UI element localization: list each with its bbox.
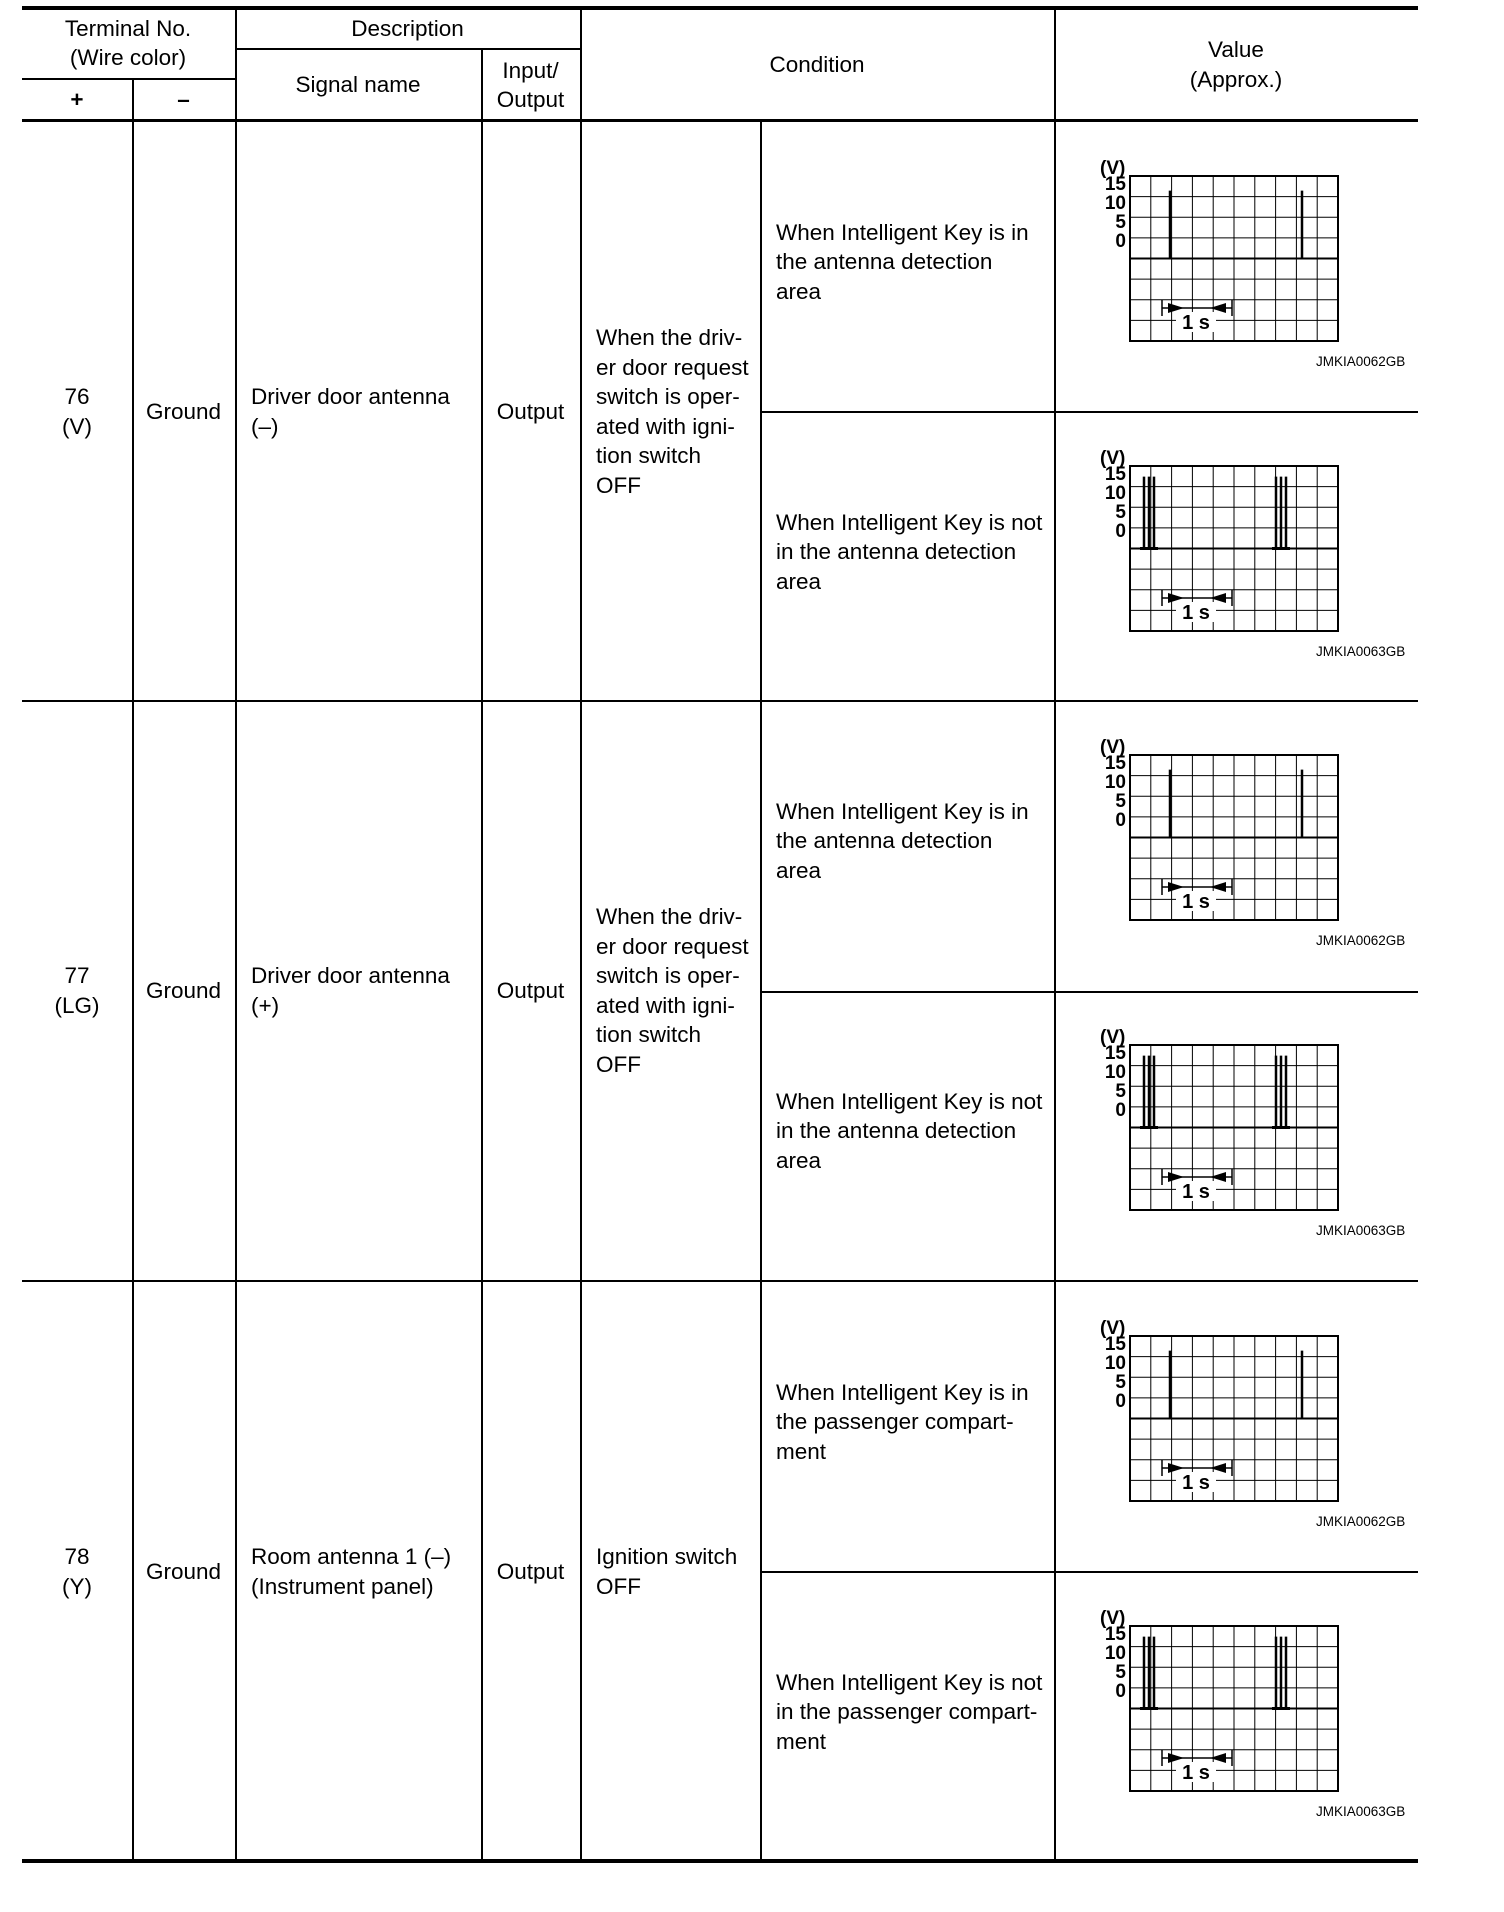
time-arrow-left <box>1210 1753 1226 1763</box>
time-arrow-left <box>1210 593 1226 603</box>
io-cell <box>481 701 580 1280</box>
io-cell <box>481 122 580 701</box>
terminal-no-label: Terminal No. <box>64 15 192 41</box>
condition-line: OFF <box>596 472 641 498</box>
time-scale-label: 1 s <box>1182 602 1210 624</box>
voltage-tick-label: 10 <box>1104 1353 1126 1374</box>
subcondition-cell <box>760 701 1054 991</box>
ground-label: Ground <box>145 1558 222 1584</box>
figure-code: JMKIA0063GB <box>1316 1223 1406 1238</box>
voltage-tick-label: 5 <box>1115 791 1126 812</box>
header-minus <box>132 80 235 120</box>
terminal-number: 76 <box>64 384 90 409</box>
voltage-tick-label: 15 <box>1104 1334 1126 1355</box>
time-scale-label: 1 s <box>1182 1181 1210 1203</box>
col-rule <box>235 6 237 1861</box>
wire-color: (Y) <box>62 1573 92 1599</box>
col-rule <box>760 121 762 1861</box>
time-arrow-left <box>1210 1172 1226 1182</box>
signal-name-line: (+) <box>251 992 280 1018</box>
subcondition-line: When Intelligent Key is not <box>776 509 1043 535</box>
description-label: Description <box>351 16 464 42</box>
figure-code: JMKIA0062GB <box>1316 933 1406 948</box>
voltage-tick-label: 15 <box>1104 1043 1126 1064</box>
subrow-rule <box>760 411 1418 413</box>
waveform-scope <box>1100 1608 1340 1792</box>
value-label-line2: (Approx.) <box>1189 66 1283 92</box>
condition-cell <box>580 1282 760 1861</box>
subcondition-line: ment <box>776 1728 827 1754</box>
condition-line: ated with igni- <box>596 992 735 1018</box>
waveform-svg <box>1100 737 1340 921</box>
ground-label: Ground <box>145 398 222 424</box>
signal-name-line: Driver door antenna <box>251 384 450 409</box>
io-label: Output <box>496 977 565 1003</box>
col-rule <box>481 48 483 1861</box>
terminal-number: 78 <box>64 1544 90 1569</box>
minus-label: – <box>177 87 190 113</box>
header-terminal-no <box>22 9 234 77</box>
signal-name-cell <box>235 1282 481 1861</box>
voltage-tick-label: 15 <box>1104 464 1126 485</box>
terminal-rule <box>22 78 235 80</box>
condition-label: Condition <box>769 51 865 77</box>
signal-name-label: Signal name <box>295 72 421 98</box>
condition-line: tion switch <box>596 1022 702 1047</box>
subcondition-line: in the antenna detection <box>776 539 1017 565</box>
voltage-tick-label: 0 <box>1115 1681 1126 1702</box>
time-arrow-left <box>1210 1463 1226 1473</box>
io-label: Output <box>496 1558 565 1584</box>
waveform-svg <box>1100 448 1340 632</box>
ground-cell <box>132 122 235 701</box>
waveform-scope <box>1100 1027 1340 1211</box>
ground-cell <box>132 701 235 1280</box>
subcondition-line: area <box>776 568 822 594</box>
voltage-tick-label: 10 <box>1104 483 1126 504</box>
subcondition-line: When Intelligent Key is in <box>776 798 1029 824</box>
subcondition-cell <box>760 1572 1054 1862</box>
voltage-tick-label: 10 <box>1104 1062 1126 1083</box>
signal-name-cell <box>235 122 481 701</box>
voltage-unit-label: (V) <box>1100 1318 1126 1339</box>
ground-cell <box>132 1282 235 1861</box>
col-rule <box>1054 6 1056 1861</box>
voltage-tick-label: 10 <box>1104 193 1126 214</box>
plus-label: + <box>70 87 84 113</box>
condition-line: When the driv- <box>596 325 743 350</box>
signal-name-line: Driver door antenna <box>251 963 450 988</box>
subcondition-line: When Intelligent Key is not <box>776 1088 1043 1114</box>
waveform-scope <box>1100 1318 1340 1502</box>
top-rule <box>22 6 1418 10</box>
waveform-svg <box>1100 1027 1340 1211</box>
voltage-tick-label: 5 <box>1115 212 1126 233</box>
voltage-tick-label: 15 <box>1104 1624 1126 1645</box>
voltage-tick-label: 10 <box>1104 1643 1126 1664</box>
waveform-scope <box>1100 158 1340 342</box>
voltage-tick-label: 15 <box>1104 174 1126 195</box>
subcondition-line: area <box>776 278 822 304</box>
waveform-svg <box>1100 158 1340 342</box>
subcondition-line: area <box>776 857 822 883</box>
col-rule <box>132 78 134 1861</box>
subcondition-line: the antenna detection <box>776 249 993 275</box>
condition-line: ated with igni- <box>596 413 735 439</box>
condition-line: Ignition switch <box>596 1544 738 1569</box>
header-bottom-rule <box>22 119 1418 122</box>
subrow-rule <box>760 991 1418 993</box>
figure-code: JMKIA0063GB <box>1316 1804 1406 1819</box>
voltage-unit-label: (V) <box>1100 158 1126 179</box>
condition-line: When the driv- <box>596 904 743 929</box>
condition-cell <box>580 122 760 701</box>
terminal-cell <box>22 1282 132 1861</box>
subcondition-cell <box>760 991 1054 1281</box>
figure-code: JMKIA0062GB <box>1316 1514 1406 1529</box>
signal-name-cell <box>235 701 481 1280</box>
voltage-tick-label: 0 <box>1115 1391 1126 1412</box>
voltage-tick-label: 5 <box>1115 1372 1126 1393</box>
voltage-unit-label: (V) <box>1100 1027 1126 1048</box>
header-condition <box>580 9 1054 120</box>
subrow-rule <box>760 1571 1418 1573</box>
voltage-unit-label: (V) <box>1100 448 1126 469</box>
col-rule <box>580 6 582 1861</box>
signal-name-line: Room antenna 1 (–) <box>251 1544 452 1569</box>
subcondition-cell <box>760 1282 1054 1572</box>
time-arrow-left <box>1210 303 1226 313</box>
voltage-tick-label: 0 <box>1115 231 1126 252</box>
io-cell <box>481 1282 580 1861</box>
header-description <box>235 9 580 49</box>
time-arrow-left <box>1210 882 1226 892</box>
subcondition-line: When Intelligent Key is in <box>776 219 1029 245</box>
waveform-svg <box>1100 1608 1340 1792</box>
time-scale-label: 1 s <box>1182 891 1210 913</box>
terminal-cell <box>22 122 132 701</box>
voltage-tick-label: 5 <box>1115 1662 1126 1683</box>
condition-line: er door request <box>596 933 749 959</box>
time-scale-label: 1 s <box>1182 312 1210 334</box>
io-label-line1: Input/ <box>502 57 559 83</box>
voltage-tick-label: 0 <box>1115 521 1126 542</box>
time-scale-label: 1 s <box>1182 1762 1210 1784</box>
condition-line: switch is oper- <box>596 384 740 409</box>
condition-line: OFF <box>596 1573 641 1599</box>
terminal-cell <box>22 701 132 1280</box>
subcondition-line: in the passenger compart- <box>776 1699 1038 1725</box>
figure-code: JMKIA0062GB <box>1316 354 1406 369</box>
subcondition-line: ment <box>776 1438 827 1464</box>
wire-color-label: (Wire color) <box>69 45 187 70</box>
waveform-scope <box>1100 737 1340 921</box>
header-plus <box>22 80 132 120</box>
subcondition-line: When Intelligent Key is in <box>776 1379 1029 1405</box>
terminal-number: 77 <box>64 963 90 988</box>
row-rule <box>22 700 1418 702</box>
ground-label: Ground <box>145 977 222 1003</box>
signal-name-line: (Instrument panel) <box>251 1573 434 1599</box>
bottom-rule <box>22 1859 1418 1863</box>
signal-name-line: (–) <box>251 413 279 439</box>
condition-line: OFF <box>596 1051 641 1077</box>
subcondition-cell <box>760 412 1054 702</box>
header-value <box>1054 9 1418 120</box>
voltage-tick-label: 0 <box>1115 1100 1126 1121</box>
subcondition-line: When Intelligent Key is not <box>776 1669 1043 1695</box>
value-label-line1: Value <box>1208 37 1264 62</box>
description-rule <box>235 48 580 50</box>
condition-line: tion switch <box>596 443 702 468</box>
header-signal-name <box>235 50 481 120</box>
waveform-scope <box>1100 448 1340 632</box>
subcondition-line: area <box>776 1147 822 1173</box>
voltage-unit-label: (V) <box>1100 1608 1126 1629</box>
time-scale-label: 1 s <box>1182 1472 1210 1494</box>
voltage-tick-label: 5 <box>1115 1081 1126 1102</box>
condition-cell <box>580 701 760 1280</box>
row-rule <box>22 1280 1418 1282</box>
wire-color: (LG) <box>54 992 100 1018</box>
subcondition-line: the passenger compart- <box>776 1409 1014 1435</box>
io-label: Output <box>496 398 565 424</box>
condition-line: er door request <box>596 354 749 380</box>
io-label-line2: Output <box>496 87 565 112</box>
subcondition-line: the antenna detection <box>776 828 993 854</box>
waveform-svg <box>1100 1318 1340 1502</box>
voltage-tick-label: 5 <box>1115 502 1126 523</box>
wire-color: (V) <box>62 413 92 439</box>
voltage-tick-label: 10 <box>1104 772 1126 793</box>
voltage-unit-label: (V) <box>1100 737 1126 758</box>
subcondition-cell <box>760 122 1054 412</box>
voltage-tick-label: 15 <box>1104 753 1126 774</box>
header-input-output <box>481 50 580 120</box>
condition-line: switch is oper- <box>596 963 740 988</box>
voltage-tick-label: 0 <box>1115 810 1126 831</box>
subcondition-line: in the antenna detection <box>776 1118 1017 1144</box>
figure-code: JMKIA0063GB <box>1316 644 1406 659</box>
